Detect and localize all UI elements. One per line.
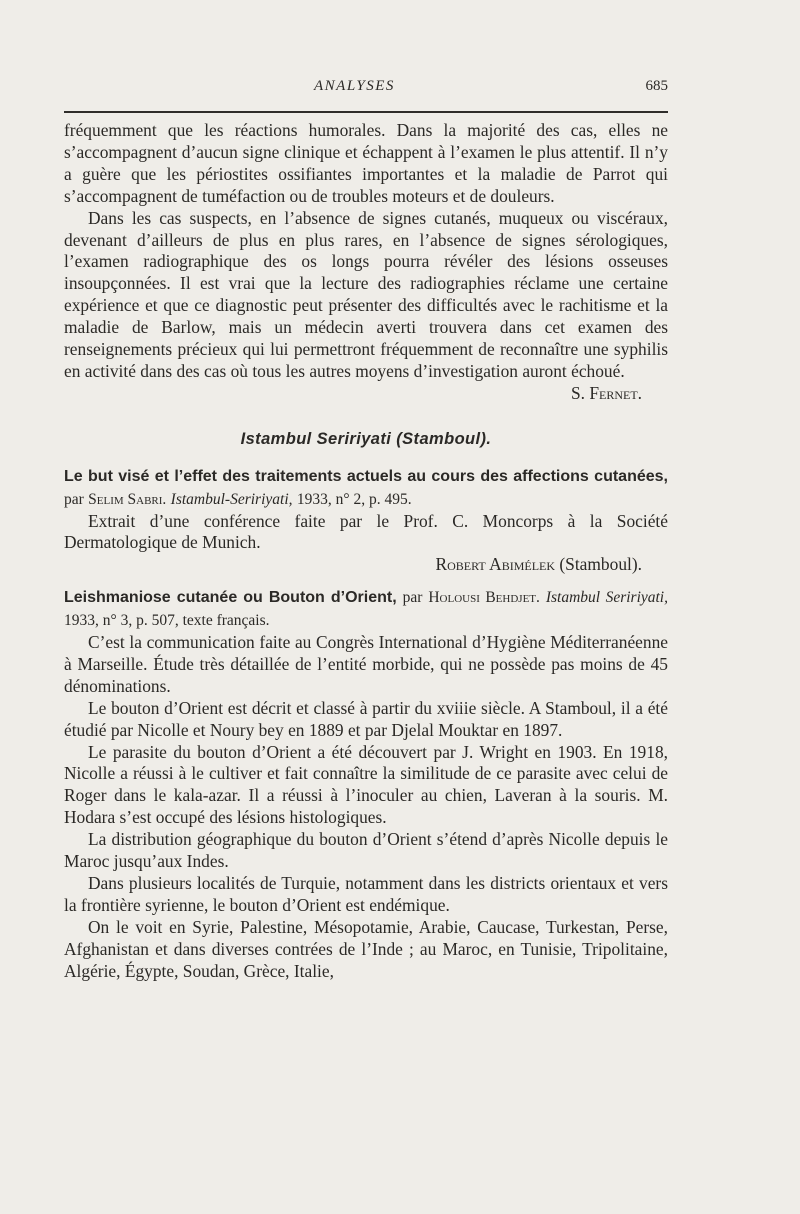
journal-name: Istambul Seririyati, [545,589,668,607]
citation-by: par [64,490,84,508]
paragraph: fréquemment que les réactions humorales. Dans la majorité des cas, elles ne s’accompagnent d’aucun signe clinique et échappent à l’examen le plus attentif. Il n’y a guère que les périostites ossifiantes importantes et la maladie de Parrot qui s’accompagnent de tuméfaction ou de troubles moteurs et de douleurs. [64,120,668,206]
header-rule [64,111,668,113]
section-title: Istambul Seririyati (Stamboul). [240,429,492,448]
reviewer-place: (Stamboul). [559,554,642,575]
abstract-paragraph: Dans plusieurs localités de Turquie, notamment dans les districts orientaux et vers la frontière syrienne, le bouton d’Orient est endémique. [64,873,668,915]
page-header [64,76,668,100]
text-body [64,120,668,983]
running-title: ANALYSES [314,78,395,94]
abstract-paragraph: C’est la communication faite au Congrès International d’Hygiène Méditerranéenne à Marseille. Étude très détaillée de l’entité morbide, qui ne possède pas moins de 45 dénominations. [64,632,668,696]
entry-title: Le but visé et l’effet des traitements actuels au cours des affections cutanées, [64,467,668,485]
reviewer-name: Robert Abimélek [435,554,556,575]
reviewer-signature [64,554,668,576]
abstract-entry [64,586,668,982]
abstract-entry [64,465,668,577]
signature: S. Fernet. [570,382,642,403]
abstract-text: Extrait d’une conférence faite par le Prof. C. Moncorps à la Société Dermatologique de Munich. [64,510,668,553]
entry-title: Leishmaniose cutanée ou Bouton d’Orient, [64,589,397,607]
citation-by: par [402,589,423,607]
journal-reference: 1933, n° 2, p. 495. [296,490,412,508]
journal-name: Istambul-Seririyati, [170,490,293,508]
paragraph: Dans les cas suspects, en l’absence de signes cutanés, muqueux ou viscéraux, devenant d’ailleurs de plus en plus rares, en l’absence de signes sérologiques, l’examen radiographique des os longs pourra révéler des lésions osseuses insoupçonnées. Il est vrai que la lecture des radiographies réclame une certaine expérience et que ce diagnostic peut présenter des difficultés avec le rachitisme et la maladie de Barlow, mais un médecin averti trouvera dans cet examen des renseignements précieux qui lui permettront fréquemment de reconnaître une syphilis en activité dans des cas où tous les autres moyens d’investigation auront échoué. [64,207,668,381]
entry-author: Holousi Behdjet. [428,589,540,607]
abstract-paragraph: On le voit en Syrie, Palestine, Mésopotamie, Arabie, Caucase, Turkestan, Perse, Afghanistan et dans diverses contrées de l’Inde ; au Maroc, en Tunisie, Tripolitaine, Algérie, Égypte, Soudan, Grèce, Italie, [64,916,668,981]
abstract-paragraph: La distribution géographique du bouton d’Orient s’étend d’après Nicolle depuis le Maroc jusqu’aux Indes. [64,829,668,872]
page-number: 685 [645,78,668,94]
abstract-paragraph: Le parasite du bouton d’Orient a été découvert par J. Wright en 1903. En 1918, Nicolle a réussi à le cultiver et fait connaître la similitude de ce parasite avec celui de Roger dans le kala-azar. Il a réussi à l’inoculer au chien, Laveran à la souris. M. Hodara s’est occupé des lésions histologiques. [64,741,668,828]
journal-reference: 1933, n° 3, p. 507, texte français. [64,612,270,630]
entry-author: Selim Sabri. [88,490,167,508]
abstract-paragraph: Le bouton d’Orient est décrit et classé à partir du xviiie siècle. A Stamboul, il a été étudié par Nicolle et Noury bey en 1889 et par Djelal Mouktar en 1897. [64,697,668,740]
